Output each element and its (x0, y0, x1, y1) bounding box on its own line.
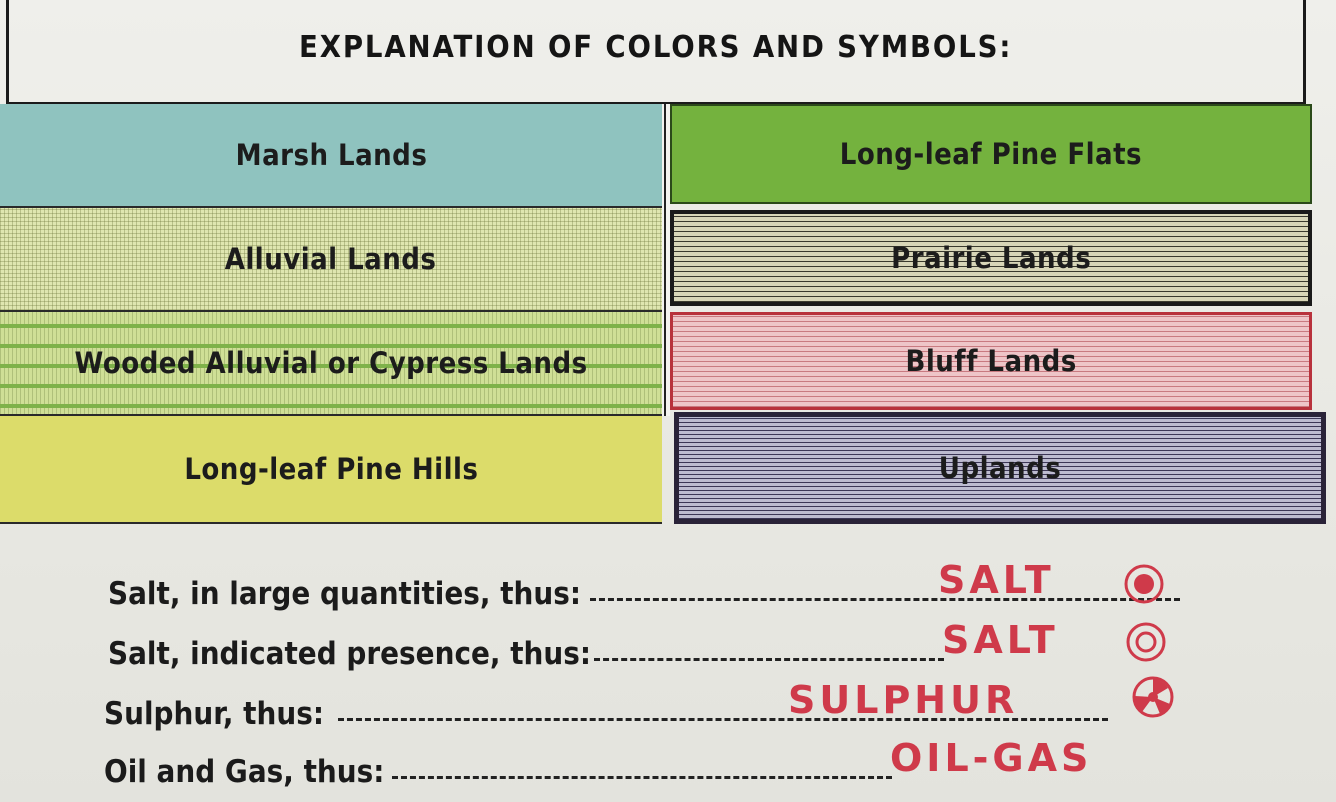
legend-alluvial-lands (0, 208, 662, 312)
legend-wooded-alluvial (0, 312, 662, 416)
symbol-row-sulphur (104, 682, 348, 732)
leader-dashes (392, 776, 892, 779)
legend-label: Uplands (938, 451, 1062, 485)
symbol-label: Oil and Gas, thus: (104, 754, 385, 790)
legend-bluff-lands (670, 312, 1312, 410)
legend-title: EXPLANATION OF COLORS AND SYMBOLS: (299, 29, 1013, 65)
legend-label: Long-leaf Pine Flats (839, 137, 1143, 171)
symbol-row-oil-gas (104, 740, 416, 790)
symbol-label: Salt, in large quantities, thus: (108, 576, 582, 612)
symbol-legend (0, 540, 1336, 802)
legend-uplands (674, 412, 1326, 524)
legend-label: Wooded Alluvial or Cypress Lands (74, 346, 588, 380)
sulphur-wheel-icon (1130, 674, 1176, 720)
column-divider-line (664, 104, 666, 416)
legend-prairie-lands (670, 210, 1312, 306)
symbol-row-salt-presence (108, 622, 645, 672)
legend-marsh-lands (0, 104, 662, 208)
legend-label: Long-leaf Pine Hills (183, 452, 479, 486)
symbol-mark: SULPHUR (788, 678, 1019, 722)
symbol-label: Sulphur, thus: (104, 696, 325, 732)
color-legend (0, 104, 1336, 524)
legend-label: Prairie Lands (890, 241, 1092, 275)
filled-bullseye-icon (1122, 562, 1166, 606)
legend-label: Marsh Lands (235, 138, 427, 172)
title-box (6, 0, 1306, 104)
leader-dashes (594, 658, 944, 661)
legend-pine-hills (0, 416, 662, 524)
leader-dashes (590, 598, 1180, 601)
legend-label: Alluvial Lands (225, 242, 437, 276)
symbol-mark: SALT (938, 558, 1055, 602)
symbol-mark: SALT (942, 618, 1059, 662)
symbol-row-salt-large (108, 562, 634, 612)
symbol-label: Salt, indicated presence, thus: (108, 636, 592, 672)
open-bullseye-icon (1124, 620, 1168, 664)
legend-pine-flats (670, 104, 1312, 204)
legend-label: Bluff Lands (905, 344, 1077, 378)
symbol-mark: OIL-GAS (890, 736, 1093, 780)
